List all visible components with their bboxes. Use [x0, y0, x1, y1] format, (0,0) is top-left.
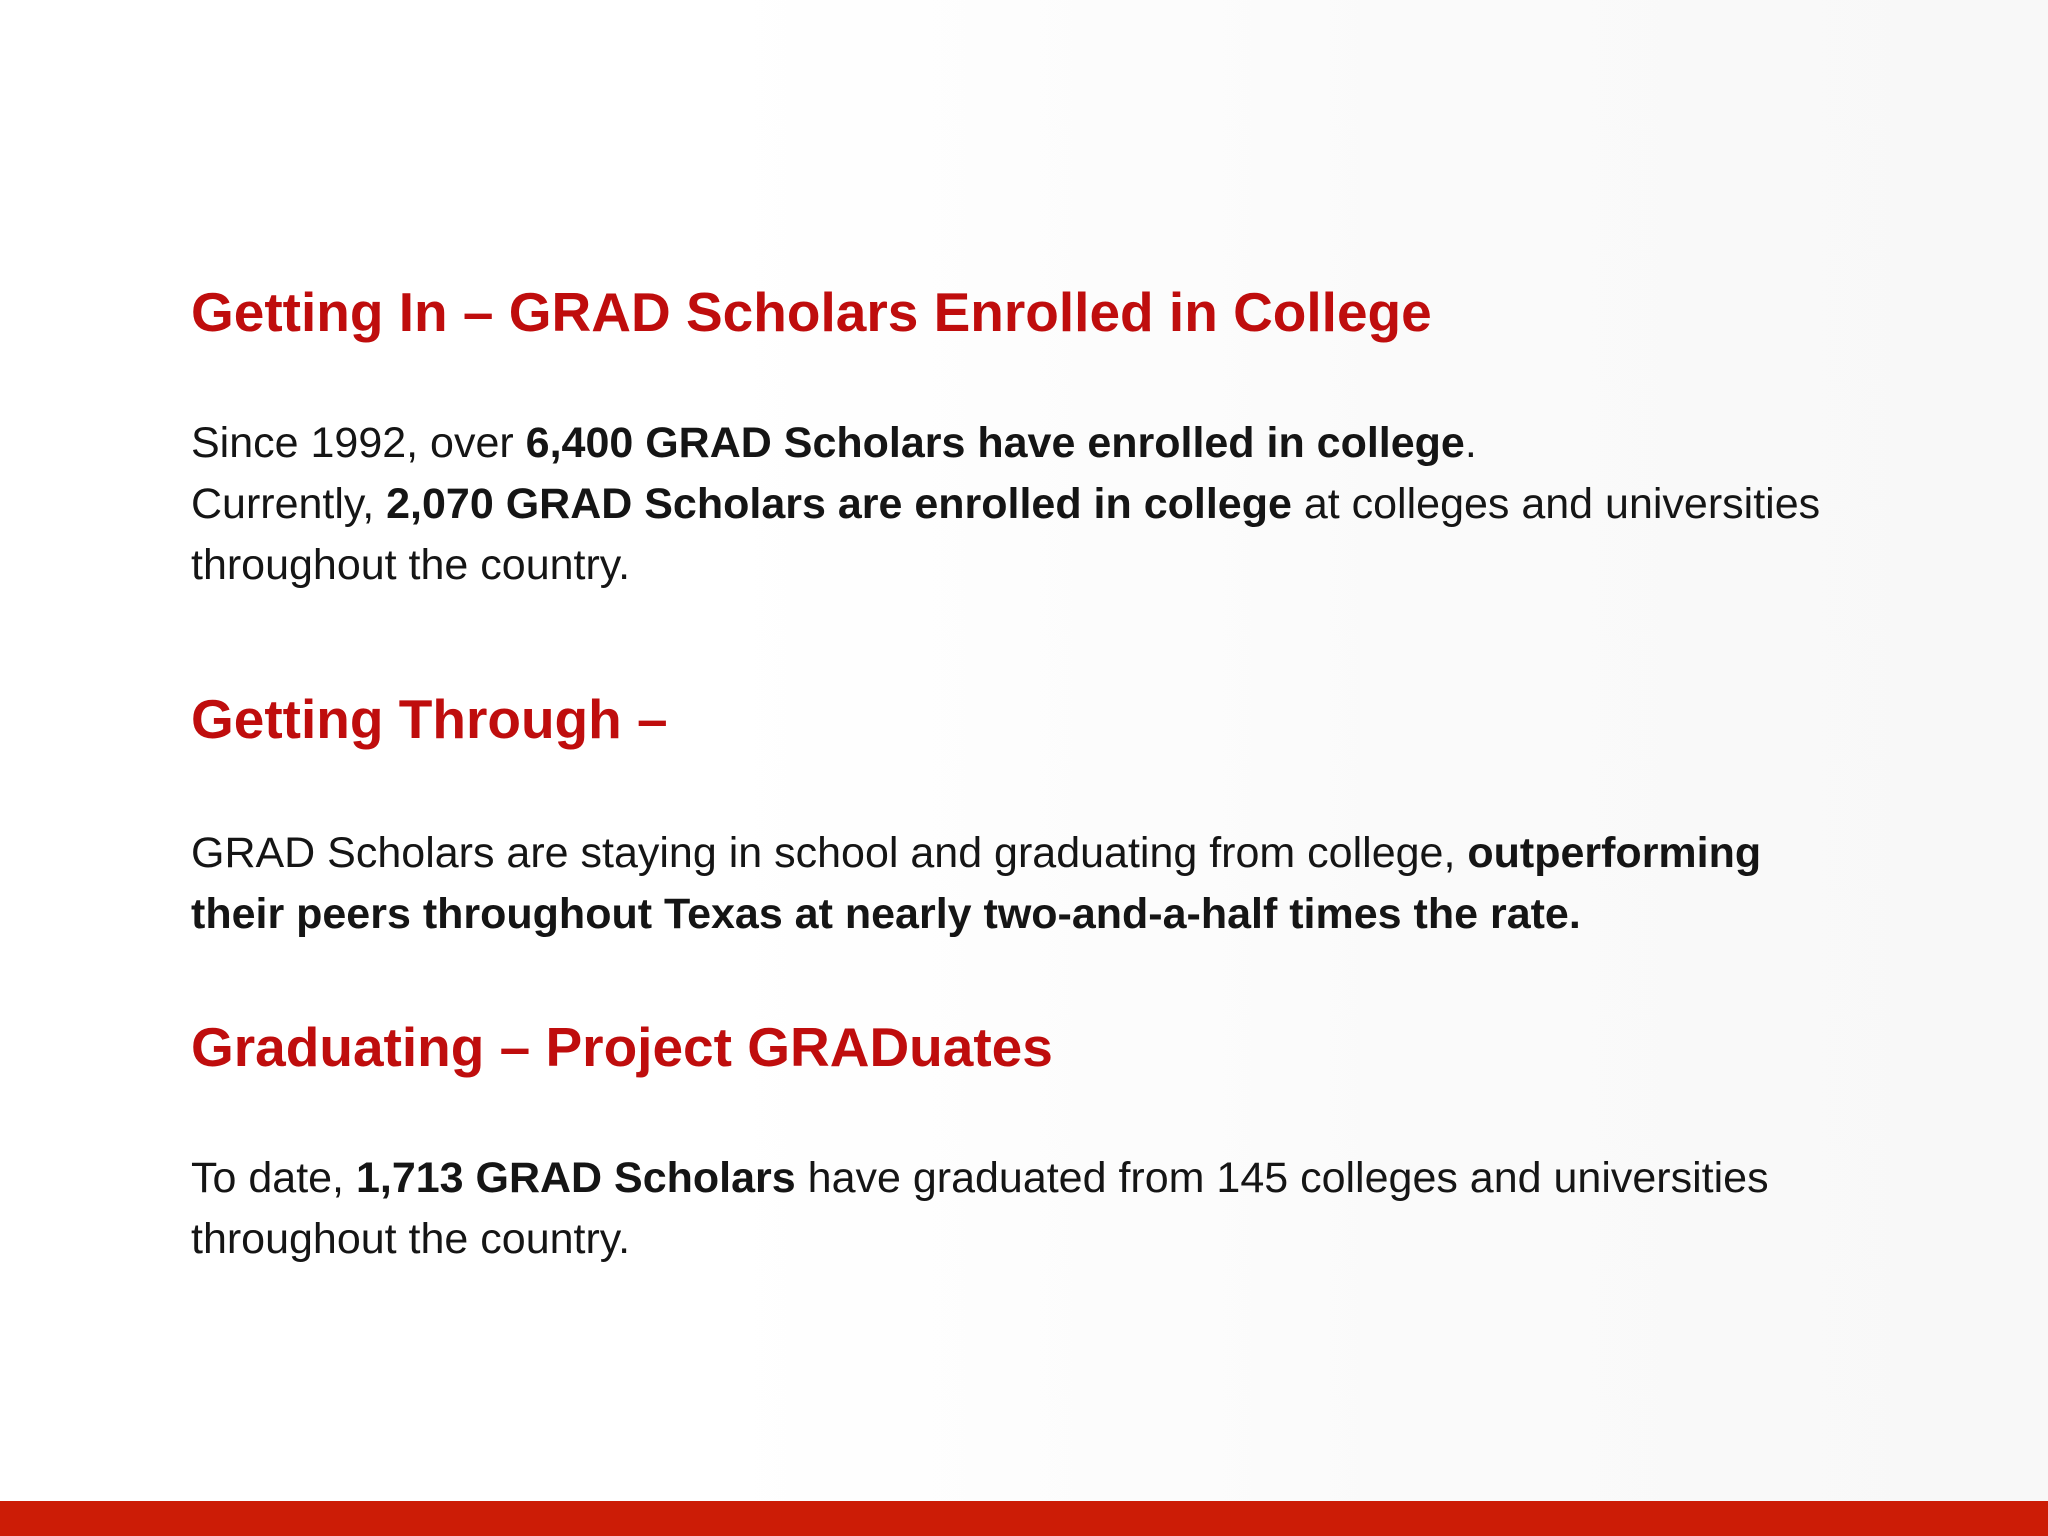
graduating-paragraph [191, 1148, 1769, 1270]
getting-in-paragraph [191, 413, 1820, 596]
text-line: GRAD Scholars are staying in school and graduating from college, outperforming [191, 829, 1762, 877]
heading-getting-through: Getting Through – [191, 688, 668, 750]
text-line: their peers throughout Texas at nearly two-and-a-half times the rate. [191, 890, 1581, 938]
getting-through-paragraph [191, 823, 1761, 945]
text-line: To date, 1,713 GRAD Scholars have graduated from 145 colleges and universities [191, 1154, 1769, 1202]
footer-bar [0, 1501, 2048, 1536]
heading-getting-in: Getting In – GRAD Scholars Enrolled in College [191, 281, 1432, 343]
text-line: throughout the country. [191, 541, 631, 589]
heading-graduating: Graduating – Project GRADuates [191, 1016, 1053, 1078]
text-line: Since 1992, over 6,400 GRAD Scholars have enrolled in college. [191, 419, 1477, 467]
text-line: Currently, 2,070 GRAD Scholars are enrolled in college at colleges and universities [191, 480, 1821, 528]
text-line: throughout the country. [191, 1215, 631, 1263]
